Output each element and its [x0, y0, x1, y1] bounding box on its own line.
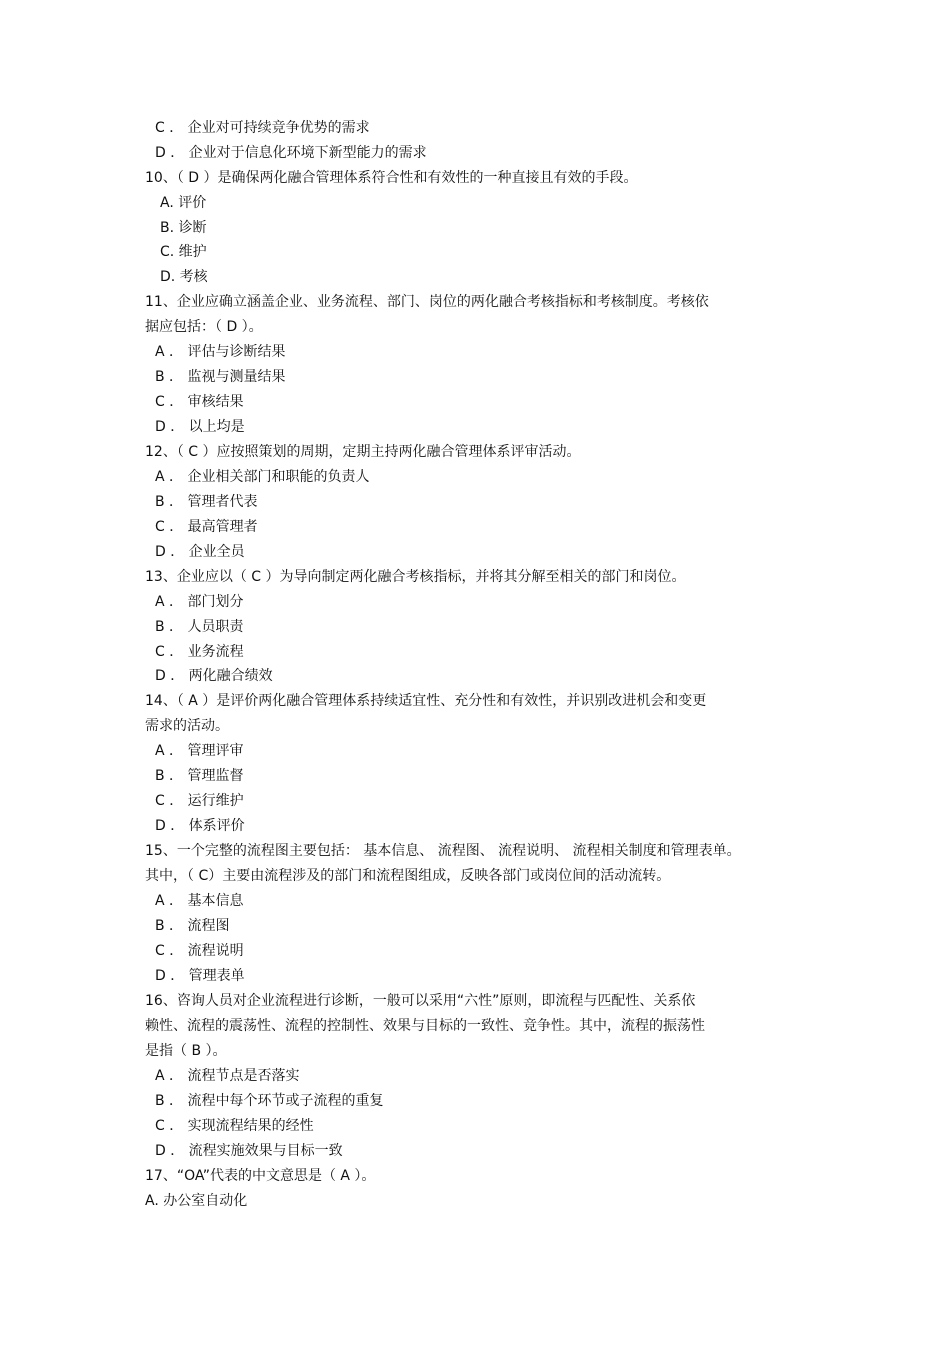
q17-question: 17、“OA”代表的中文意思是（ A ）。 — [145, 1168, 376, 1184]
q16-option-c: C ． 实现流程结果的经性 — [155, 1118, 314, 1134]
q10-question: 10、（ D ）是确保两化融合管理体系符合性和有效性的一种直接且有效的手段。 — [145, 170, 638, 186]
q15-question-line2: 其中，（ C）主要由流程涉及的部门和流程图组成，反映各部门或岗位间的活动流转。 — [145, 868, 671, 884]
q10-option-c: C. 维护 — [160, 244, 207, 260]
q17-option-a: A. 办公室自动化 — [145, 1193, 248, 1209]
q13-option-c: C ． 业务流程 — [155, 644, 244, 660]
q11-option-a: A ． 评估与诊断结果 — [155, 344, 286, 360]
q16-option-d: D ． 流程实施效果与目标一致 — [155, 1143, 343, 1159]
q14-question-line2: 需求的活动。 — [145, 718, 229, 734]
q14-option-c: C ． 运行维护 — [155, 793, 244, 809]
q9-option-d: D ． 企业对于信息化环境下新型能力的需求 — [155, 145, 427, 161]
q15-option-d: D ． 管理表单 — [155, 968, 245, 984]
q11-option-c: C ． 审核结果 — [155, 394, 244, 410]
q12-option-c: C ． 最高管理者 — [155, 519, 258, 535]
q11-option-b: B ． 监视与测量结果 — [155, 369, 286, 385]
q9-option-c: C ． 企业对可持续竞争优势的需求 — [155, 120, 370, 136]
q12-question: 12、（ C ）应按照策划的周期，定期主持两化融合管理体系评审活动。 — [145, 444, 581, 460]
q10-option-d: D. 考核 — [160, 269, 208, 285]
q13-option-d: D ． 两化融合绩效 — [155, 668, 273, 684]
q15-question-line1: 15、一个完整的流程图主要包括： 基本信息、 流程图、 流程说明、 流程相关制度和管理表单。 — [145, 843, 741, 859]
q15-option-c: C ． 流程说明 — [155, 943, 244, 959]
q10-option-b: B. 诊断 — [160, 220, 207, 236]
q13-question: 13、企业应以（ C ）为导向制定两化融合考核指标，并将其分解至相关的部门和岗位。 — [145, 569, 686, 585]
q12-option-a: A ． 企业相关部门和职能的负责人 — [155, 469, 370, 485]
q12-option-b: B ． 管理者代表 — [155, 494, 258, 510]
q11-question-line1: 11、企业应确立涵盖企业、业务流程、部门、岗位的两化融合考核指标和考核制度。考核依 — [145, 294, 709, 310]
q15-option-b: B ． 流程图 — [155, 918, 230, 934]
q16-question-line3: 是指（ B ）。 — [145, 1043, 227, 1059]
q10-option-a: A. 评价 — [160, 195, 207, 211]
q14-option-b: B ． 管理监督 — [155, 768, 244, 784]
q12-option-d: D ． 企业全员 — [155, 544, 245, 560]
q16-option-b: B ． 流程中每个环节或子流程的重复 — [155, 1093, 384, 1109]
q16-question-line2: 赖性、流程的震荡性、流程的控制性、效果与目标的一致性、竞争性。其中，流程的振荡性 — [145, 1018, 705, 1034]
q14-question-line1: 14、（ A ）是评价两化融合管理体系持续适宜性、充分性和有效性，并识别改进机会和变更 — [145, 693, 707, 709]
q15-option-a: A ． 基本信息 — [155, 893, 244, 909]
q13-option-b: B ． 人员职责 — [155, 619, 244, 635]
q11-option-d: D ． 以上均是 — [155, 419, 245, 435]
q14-option-d: D ． 体系评价 — [155, 818, 245, 834]
q16-question-line1: 16、咨询人员对企业流程进行诊断，一般可以采用“六性”原则，即流程与匹配性、关系依 — [145, 993, 696, 1009]
q14-option-a: A ． 管理评审 — [155, 743, 244, 759]
q13-option-a: A ． 部门划分 — [155, 594, 244, 610]
q16-option-a: A ． 流程节点是否落实 — [155, 1068, 300, 1084]
q11-question-line2: 据应包括：（ D ）。 — [145, 319, 263, 335]
